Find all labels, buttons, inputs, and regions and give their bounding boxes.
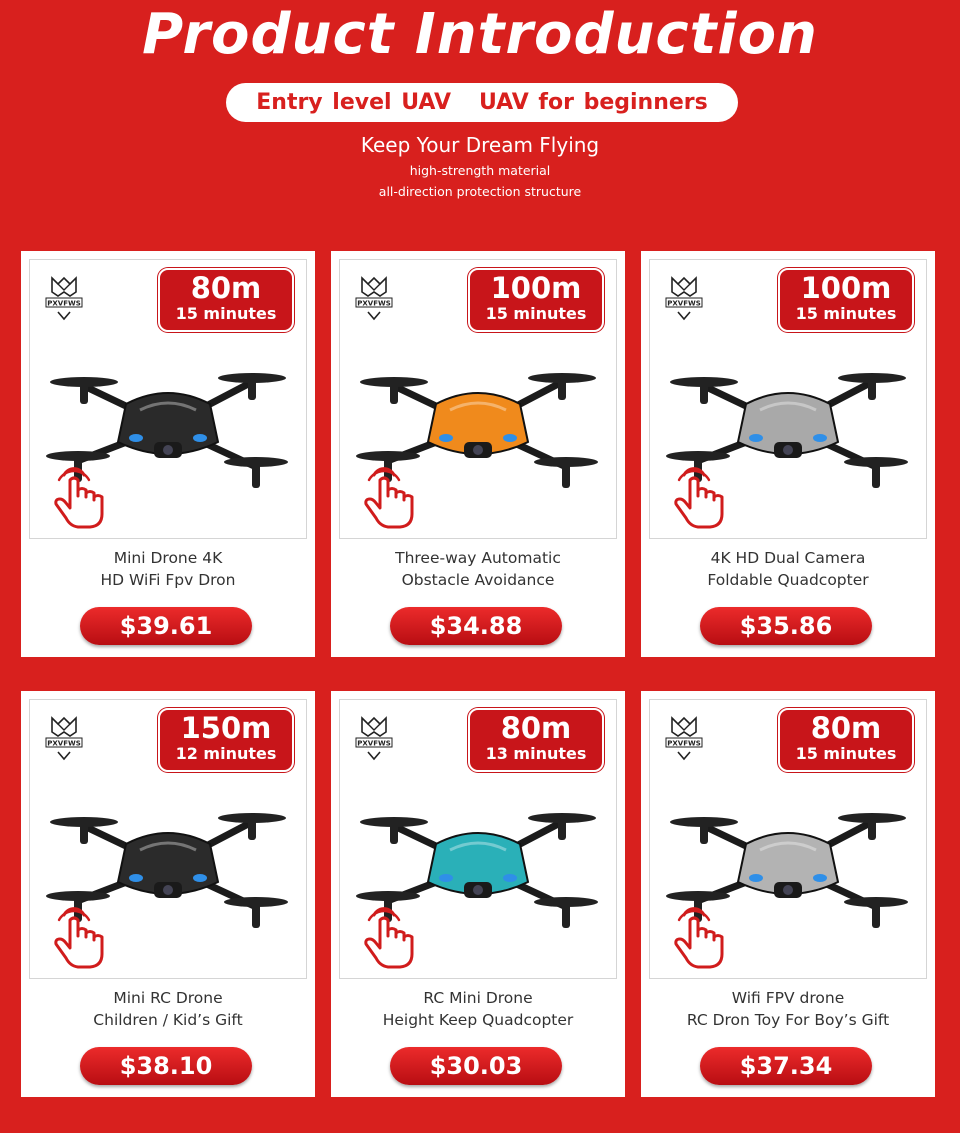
price-button[interactable]: $37.34 (700, 1047, 872, 1085)
page-title: Product Introduction (142, 2, 818, 67)
tap-hand-icon (666, 466, 730, 530)
flight-time: 12 minutes (175, 744, 277, 763)
product-name-line-1[interactable]: Mini Drone 4K (113, 549, 223, 567)
product-card[interactable] (21, 251, 315, 657)
brand-logo-text: PXVFWS (47, 299, 81, 308)
price-button[interactable]: $34.88 (390, 607, 562, 645)
product-image[interactable] (29, 259, 307, 539)
price-button[interactable]: $35.86 (700, 607, 872, 645)
tap-hand-icon (46, 906, 110, 970)
flight-spec-badge (778, 708, 914, 772)
product-name-line-2[interactable]: Foldable Quadcopter (707, 571, 869, 589)
flight-spec-badge (468, 268, 604, 332)
brand-logo-icon (44, 714, 84, 764)
flight-spec-badge (158, 268, 294, 332)
price-button[interactable]: $38.10 (80, 1047, 252, 1085)
product-name-line-2[interactable]: RC Dron Toy For Boy’s Gift (686, 1011, 890, 1029)
flight-distance: 100m (490, 271, 582, 305)
flight-time: 15 minutes (175, 304, 277, 323)
brand-logo-text: PXVFWS (667, 299, 701, 308)
product-image[interactable] (649, 259, 927, 539)
flight-spec-badge (158, 708, 294, 772)
product-name-line-1[interactable]: RC Mini Drone (423, 989, 533, 1007)
product-name-line-2[interactable]: Obstacle Avoidance (401, 571, 555, 589)
product-image[interactable] (29, 699, 307, 979)
feature-line-2: all-direction protection structure (378, 184, 582, 199)
tap-hand-icon (356, 466, 420, 530)
product-image[interactable] (649, 699, 927, 979)
flight-time: 15 minutes (485, 304, 587, 323)
flight-distance: 150m (180, 711, 272, 745)
brand-logo-text: PXVFWS (47, 739, 81, 748)
tap-hand-icon (46, 466, 110, 530)
flight-time: 15 minutes (795, 744, 897, 763)
brand-logo-icon (664, 274, 704, 324)
brand-logo-icon (354, 714, 394, 764)
flight-distance: 80m (190, 271, 262, 305)
product-name-line-2[interactable]: Children / Kid’s Gift (93, 1011, 243, 1029)
price-button[interactable]: $39.61 (80, 607, 252, 645)
product-image[interactable] (339, 699, 617, 979)
brand-logo-icon (664, 714, 704, 764)
price-button[interactable]: $30.03 (390, 1047, 562, 1085)
product-name-line-2[interactable]: HD WiFi Fpv Dron (100, 571, 236, 589)
product-name-line-1[interactable]: 4K HD Dual Camera (710, 549, 866, 567)
tap-hand-icon (356, 906, 420, 970)
brand-logo-icon (354, 274, 394, 324)
flight-time: 13 minutes (485, 744, 587, 763)
pill-right-text: UAV for beginners (478, 90, 708, 115)
product-image[interactable] (339, 259, 617, 539)
brand-logo-text: PXVFWS (357, 739, 391, 748)
brand-logo-text: PXVFWS (667, 739, 701, 748)
flight-distance: 80m (500, 711, 572, 745)
tagline: Keep Your Dream Flying (360, 133, 600, 157)
pill-left-text: Entry level UAV (256, 90, 451, 115)
flight-spec-badge (468, 708, 604, 772)
product-name-line-1[interactable]: Three-way Automatic (395, 549, 561, 567)
product-card[interactable] (331, 691, 625, 1097)
tap-hand-icon (666, 906, 730, 970)
flight-distance: 80m (810, 711, 882, 745)
product-card[interactable] (641, 251, 935, 657)
subtitle-pill (226, 83, 738, 122)
product-card[interactable] (21, 691, 315, 1097)
flight-time: 15 minutes (795, 304, 897, 323)
flight-spec-badge (778, 268, 914, 332)
product-card[interactable] (331, 251, 625, 657)
brand-logo-text: PXVFWS (357, 299, 391, 308)
product-name-line-2[interactable]: Height Keep Quadcopter (382, 1011, 574, 1029)
product-card[interactable] (641, 691, 935, 1097)
product-name-line-1[interactable]: Mini RC Drone (113, 989, 223, 1007)
brand-logo-icon (44, 274, 84, 324)
flight-distance: 100m (800, 271, 892, 305)
feature-line-1: high-strength material (409, 163, 551, 178)
product-name-line-1[interactable]: Wifi FPV drone (731, 989, 845, 1007)
